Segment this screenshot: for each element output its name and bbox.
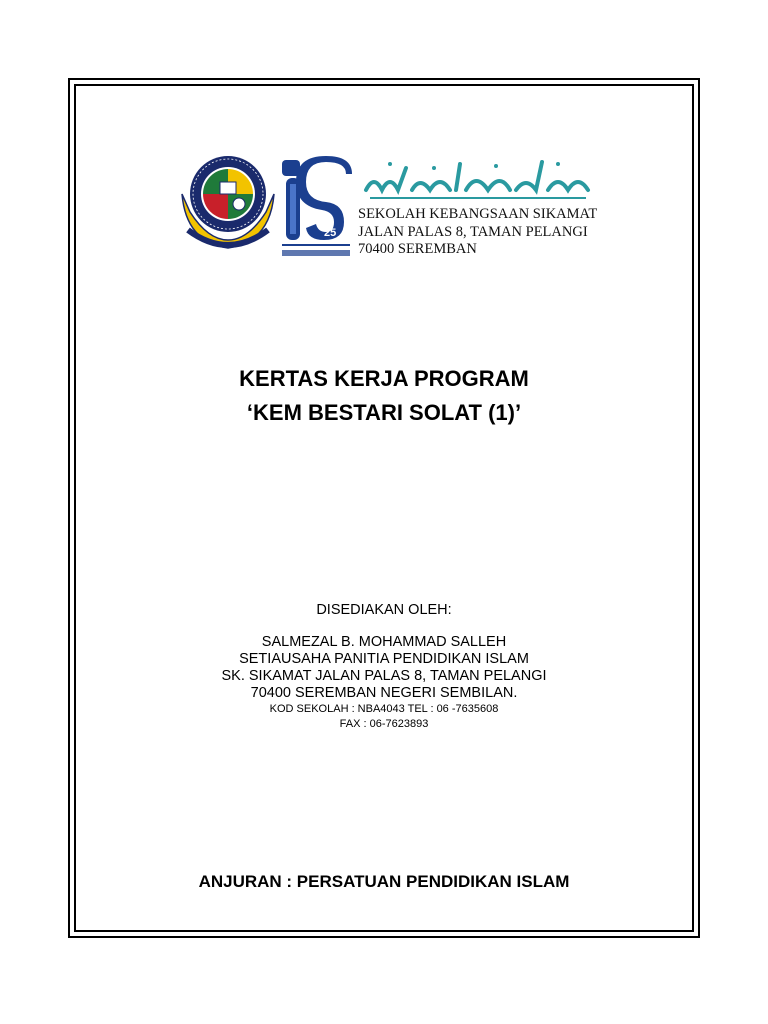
school-address-line1: JALAN PALAS 8, TAMAN PELANGI xyxy=(358,223,588,240)
ts25-logo xyxy=(280,156,352,260)
organizer-line: ANJURAN : PERSATUAN PENDIDIKAN ISLAM xyxy=(198,872,570,891)
school-contact: KOD SEKOLAH : NBA4043 TEL : 06 -7635608 xyxy=(269,703,499,715)
letterhead xyxy=(178,152,598,264)
preparer-address1: SK. SIKAMAT JALAN PALAS 8, TAMAN PELANGI xyxy=(221,668,547,684)
document-title-line2: ‘KEM BESTARI SOLAT (1)’ xyxy=(246,400,522,425)
school-crest-logo xyxy=(178,152,278,260)
jawi-school-name xyxy=(360,154,594,204)
preparer-address2: 70400 SEREMBAN NEGERI SEMBILAN. xyxy=(250,685,518,701)
document-title-line1: KERTAS KERJA PROGRAM xyxy=(239,366,529,391)
school-address-line2: 70400 SEREMBAN xyxy=(358,241,477,257)
preparer-name: SALMEZAL B. MOHAMMAD SALLEH xyxy=(261,634,507,650)
ts25-number: 25 xyxy=(324,227,337,239)
preparer-position: SETIAUSAHA PANITIA PENDIDIKAN ISLAM xyxy=(239,651,529,667)
preparer-details xyxy=(74,634,694,732)
school-name: SEKOLAH KEBANGSAAN SIKAMAT xyxy=(358,206,598,222)
jawi-calligraphy xyxy=(360,154,594,204)
school-fax: FAX : 06-7623893 xyxy=(339,718,429,730)
school-address-block xyxy=(358,206,598,259)
prepared-by-label: DISEDIAKAN OLEH: xyxy=(316,602,452,618)
